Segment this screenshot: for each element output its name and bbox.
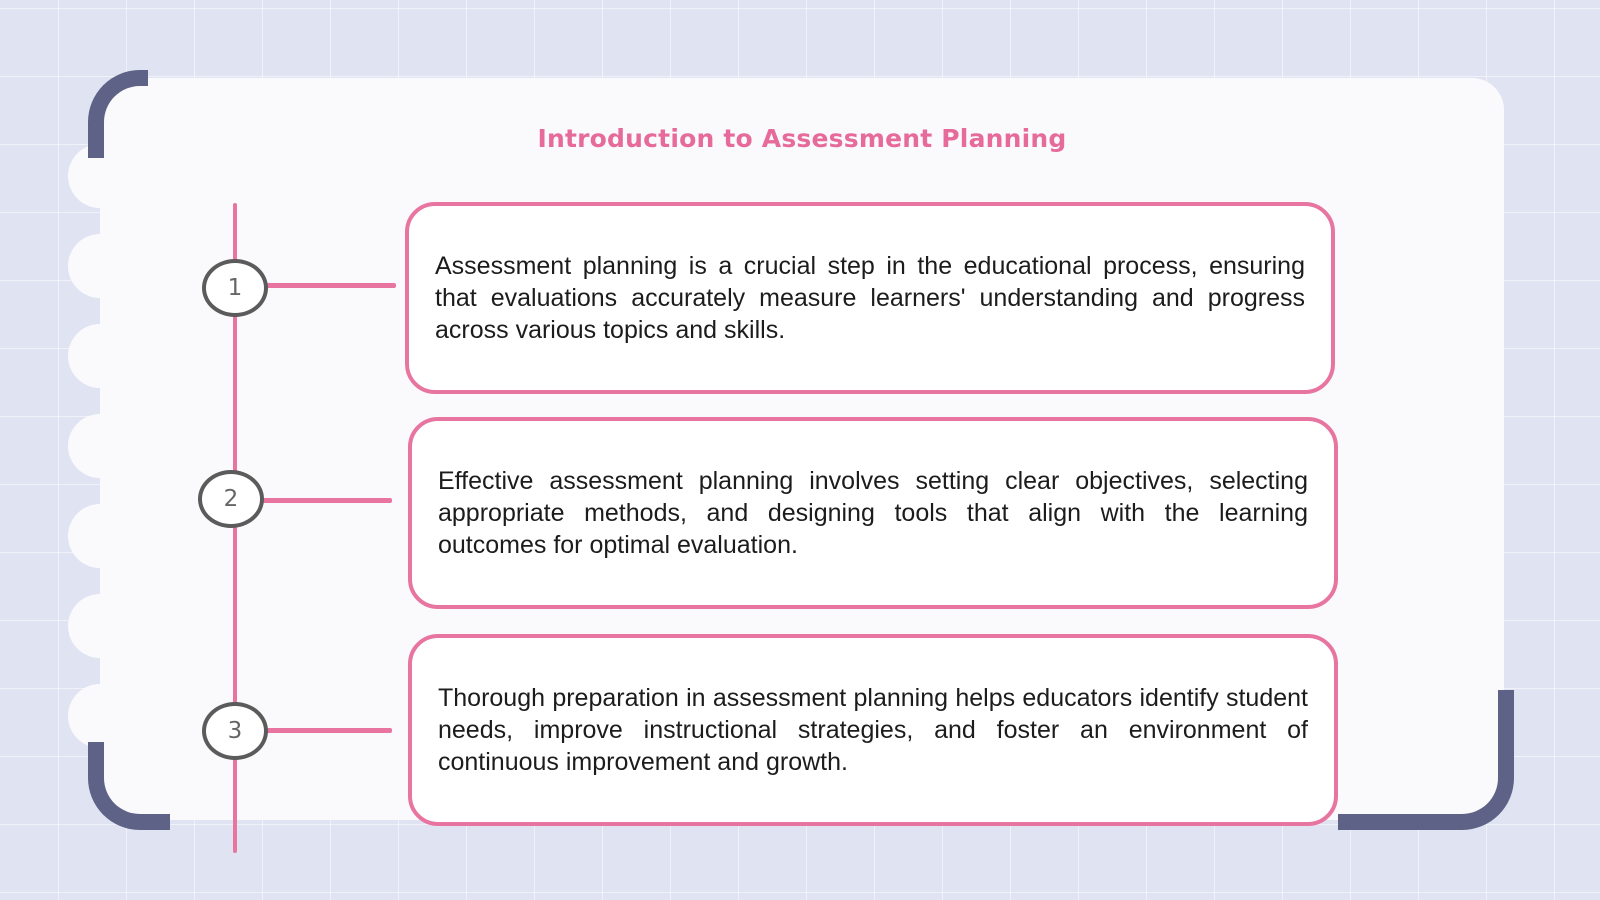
scallop-decoration — [68, 234, 132, 298]
step-connector — [266, 728, 392, 733]
step-box — [405, 202, 1335, 394]
step-text: Assessment planning is a crucial step in the educational process, ensuring that evaluations accurately measure learners' understanding and progress across various topics and skills. — [435, 252, 1305, 344]
slide-title: Introduction to Assessment Planning — [537, 124, 1067, 153]
corner-bracket-bottom-left — [88, 742, 170, 830]
step-box — [408, 417, 1338, 609]
step-number: 3 — [227, 718, 243, 744]
step-number: 1 — [227, 275, 243, 301]
corner-bracket-bottom-right — [1338, 690, 1514, 830]
step-text: Thorough preparation in assessment planning helps educators identify student needs, improve instructional strategies, and foster an environment of continuous improvement and growth. — [438, 684, 1308, 776]
step-number-circle — [202, 702, 268, 760]
step-text: Effective assessment planning involves setting clear objectives, selecting appropriate methods, and designing tools that align with the learning outcomes for optimal evaluation. — [438, 467, 1308, 559]
step-box — [408, 634, 1338, 826]
step-number-circle — [202, 259, 268, 317]
step-number-circle — [198, 470, 264, 528]
step-connector — [262, 498, 392, 503]
step-number: 2 — [223, 486, 239, 512]
scallop-decoration — [68, 414, 132, 478]
scallop-decoration — [68, 684, 132, 748]
scallop-decoration — [68, 594, 132, 658]
scallop-decoration — [68, 504, 132, 568]
scallop-decoration — [68, 324, 132, 388]
step-connector — [266, 283, 396, 288]
